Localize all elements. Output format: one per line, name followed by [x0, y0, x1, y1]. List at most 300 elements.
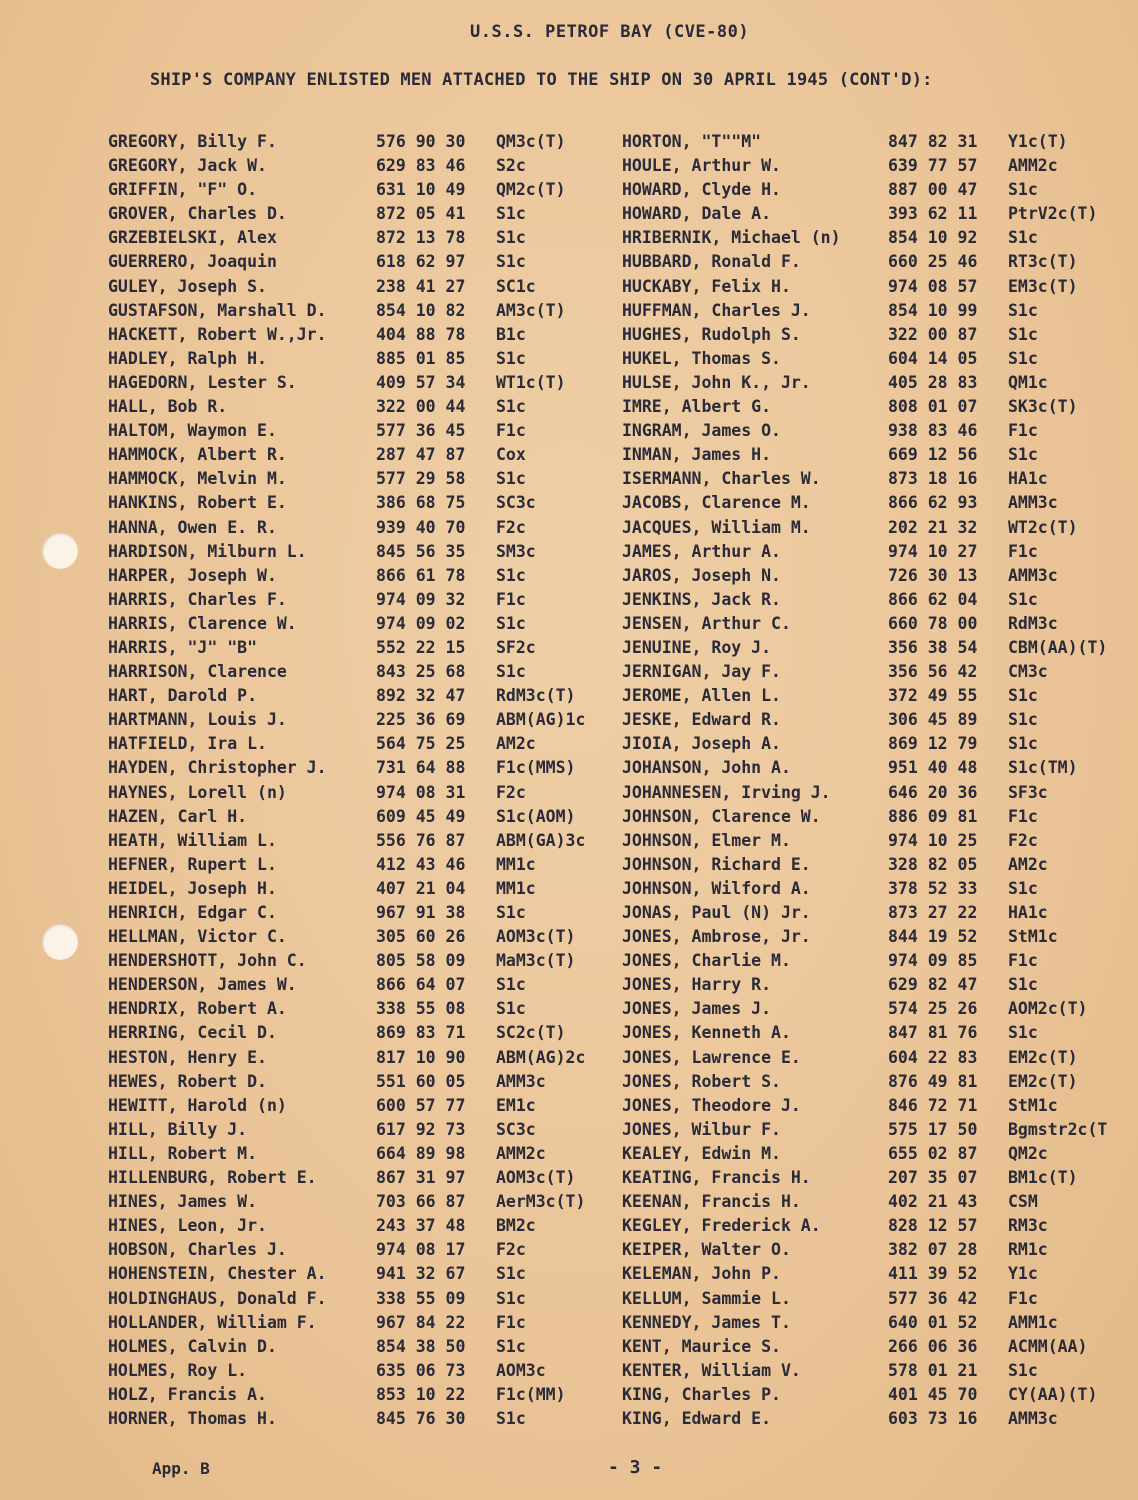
- service-number: 885 01 85: [376, 348, 466, 368]
- rating: SC3c: [496, 1119, 536, 1139]
- roster-row: [622, 445, 1138, 469]
- rating: Bgmstr2c(T: [1008, 1119, 1108, 1139]
- sailor-name: HELLMAN, Victor C.: [108, 927, 287, 947]
- sailor-name: HUGHES, Rudolph S.: [622, 324, 801, 344]
- sailor-name: KEATING, Francis H.: [622, 1168, 811, 1188]
- roster-row: [108, 1144, 618, 1168]
- service-number: 846 72 71: [888, 1095, 978, 1115]
- service-number: 817 10 90: [376, 1047, 466, 1067]
- roster-row: [108, 1168, 618, 1192]
- roster-row: [622, 1313, 1138, 1337]
- roster-row: [622, 1096, 1138, 1120]
- sailor-name: HOLZ, Francis A.: [108, 1384, 267, 1404]
- roster-row: [108, 903, 618, 927]
- rating: S1c: [1008, 686, 1038, 706]
- roster-row: [622, 1337, 1138, 1361]
- sailor-name: HAYDEN, Christopher J.: [108, 758, 327, 778]
- service-number: 660 78 00: [888, 613, 978, 633]
- rating: F1c: [1008, 541, 1038, 561]
- roster-row: [108, 855, 618, 879]
- service-number: 876 49 81: [888, 1071, 978, 1091]
- roster-row: [622, 301, 1138, 325]
- roster-row: [108, 1361, 618, 1385]
- service-number: 866 62 04: [888, 589, 978, 609]
- rating: S1c: [1008, 878, 1038, 898]
- rating: S2c: [496, 156, 526, 176]
- rating: SM3c: [496, 541, 536, 561]
- service-number: 207 35 07: [888, 1168, 978, 1188]
- service-number: 604 14 05: [888, 348, 978, 368]
- rating: S1c: [496, 204, 526, 224]
- sailor-name: JOHANSON, John A.: [622, 758, 791, 778]
- service-number: 322 00 87: [888, 324, 978, 344]
- rating: CM3c: [1008, 662, 1048, 682]
- service-number: 869 12 79: [888, 734, 978, 754]
- roster-row: [622, 1023, 1138, 1047]
- rating: B1c: [496, 324, 526, 344]
- rating: F2c: [496, 517, 526, 537]
- service-number: 639 77 57: [888, 156, 978, 176]
- rating: ABM(AG)1c: [496, 710, 586, 730]
- sailor-name: JERNIGAN, Jay F.: [622, 662, 781, 682]
- service-number: 202 21 32: [888, 517, 978, 537]
- service-number: 847 82 31: [888, 132, 978, 151]
- service-number: 407 21 04: [376, 878, 466, 898]
- rating: AOM3c(T): [496, 927, 576, 947]
- sailor-name: HATFIELD, Ira L.: [108, 734, 267, 754]
- roster-row: [622, 710, 1138, 734]
- service-number: 576 90 30: [376, 132, 466, 151]
- sailor-name: KEGLEY, Frederick A.: [622, 1216, 821, 1236]
- rating: S1c: [496, 1288, 526, 1308]
- roster-row: [108, 518, 618, 542]
- sailor-name: JONES, Robert S.: [622, 1071, 781, 1091]
- service-number: 866 61 78: [376, 565, 466, 585]
- sailor-name: JONES, Ambrose, Jr.: [622, 927, 811, 947]
- rating: AM2c: [1008, 854, 1048, 874]
- roster-row: [622, 614, 1138, 638]
- sailor-name: HARRIS, Clarence W.: [108, 613, 297, 633]
- roster-row: [108, 1192, 618, 1216]
- sailor-name: JACQUES, William M.: [622, 517, 811, 537]
- roster-row: [108, 180, 618, 204]
- rating: F2c: [496, 782, 526, 802]
- roster-row: [622, 180, 1138, 204]
- rating: SF3c: [1008, 782, 1048, 802]
- roster-row: [108, 1264, 618, 1288]
- sailor-name: HEFNER, Rupert L.: [108, 854, 277, 874]
- roster-row: [108, 373, 618, 397]
- roster-row: [622, 855, 1138, 879]
- sailor-name: HALTOM, Waymon E.: [108, 421, 277, 441]
- service-number: 808 01 07: [888, 397, 978, 417]
- service-number: 872 13 78: [376, 228, 466, 248]
- rating: AMM2c: [1008, 156, 1058, 176]
- service-number: 869 83 71: [376, 1023, 466, 1043]
- rating: RdM3c: [1008, 613, 1058, 633]
- rating: RdM3c(T): [496, 686, 576, 706]
- roster-row: [622, 132, 1138, 156]
- sailor-name: JOHNSON, Wilford A.: [622, 878, 811, 898]
- service-number: 287 47 87: [376, 445, 466, 465]
- rating: S1c: [1008, 348, 1038, 368]
- roster-row: [108, 1385, 618, 1409]
- service-number: 646 20 36: [888, 782, 978, 802]
- rating: S1c: [496, 252, 526, 272]
- service-number: 372 49 55: [888, 686, 978, 706]
- sailor-name: GREGORY, Jack W.: [108, 156, 267, 176]
- rating: F1c(MM): [496, 1384, 566, 1404]
- rating: AOM3c: [496, 1360, 546, 1380]
- sailor-name: JACOBS, Clarence M.: [622, 493, 811, 513]
- sailor-name: KEALEY, Edwin M.: [622, 1143, 781, 1163]
- sailor-name: JESKE, Edward R.: [622, 710, 781, 730]
- roster-row: [622, 156, 1138, 180]
- service-number: 974 09 02: [376, 613, 466, 633]
- service-number: 854 10 99: [888, 300, 978, 320]
- roster-row: [622, 1264, 1138, 1288]
- roster-row: [622, 999, 1138, 1023]
- service-number: 386 68 75: [376, 493, 466, 513]
- sailor-name: JOHNSON, Richard E.: [622, 854, 811, 874]
- rating: F2c: [496, 1240, 526, 1260]
- rating: S1c: [496, 565, 526, 585]
- service-number: 866 64 07: [376, 975, 466, 995]
- sailor-name: HALL, Bob R.: [108, 397, 228, 417]
- service-number: 412 43 46: [376, 854, 466, 874]
- service-number: 609 45 49: [376, 806, 466, 826]
- sailor-name: HOHENSTEIN, Chester A.: [108, 1264, 327, 1284]
- roster-row: [108, 301, 618, 325]
- service-number: 844 19 52: [888, 927, 978, 947]
- rating: S1c: [496, 975, 526, 995]
- sailor-name: KEENAN, Francis H.: [622, 1192, 801, 1212]
- sailor-name: INGRAM, James O.: [622, 421, 781, 441]
- rating: F1c: [496, 421, 526, 441]
- roster-row: [622, 204, 1138, 228]
- rating: QM2c(T): [496, 180, 566, 200]
- service-number: 577 29 58: [376, 469, 466, 489]
- rating: QM1c: [1008, 372, 1048, 392]
- rating: CY(AA)(T): [1008, 1384, 1098, 1404]
- service-number: 356 38 54: [888, 637, 978, 657]
- rating: RT3c(T): [1008, 252, 1078, 272]
- roster-row: [622, 325, 1138, 349]
- roster-row: [108, 421, 618, 445]
- sailor-name: ISERMANN, Charles W.: [622, 469, 821, 489]
- roster-row: [108, 349, 618, 373]
- rating: SC3c: [496, 493, 536, 513]
- sailor-name: JAROS, Joseph N.: [622, 565, 781, 585]
- roster-row: [622, 1361, 1138, 1385]
- service-number: 225 36 69: [376, 710, 466, 730]
- sailor-name: HEWES, Robert D.: [108, 1071, 267, 1091]
- sailor-name: GRZEBIELSKI, Alex: [108, 228, 277, 248]
- service-number: 409 57 34: [376, 372, 466, 392]
- roster-row: [108, 1313, 618, 1337]
- rating: S1c: [1008, 324, 1038, 344]
- sailor-name: HINES, James W.: [108, 1192, 258, 1212]
- sailor-name: GULEY, Joseph S.: [108, 276, 267, 296]
- rating: SK3c(T): [1008, 397, 1078, 417]
- roster-row: [622, 638, 1138, 662]
- service-number: 382 07 28: [888, 1240, 978, 1260]
- service-number: 873 27 22: [888, 903, 978, 922]
- rating: WT2c(T): [1008, 517, 1078, 537]
- sailor-name: HORNER, Thomas H.: [108, 1408, 277, 1428]
- roster-row: [108, 662, 618, 686]
- sailor-name: HOULE, Arthur W.: [622, 156, 781, 176]
- service-number: 578 01 21: [888, 1360, 978, 1380]
- roster-row: [108, 831, 618, 855]
- rating: AOM2c(T): [1008, 999, 1088, 1019]
- rating: PtrV2c(T): [1008, 204, 1098, 224]
- rating: S1c: [1008, 975, 1038, 995]
- roster-row: [108, 156, 618, 180]
- roster-row: [622, 1192, 1138, 1216]
- sailor-name: JOHNSON, Elmer M.: [622, 830, 791, 850]
- rating: S1c: [496, 228, 526, 248]
- sailor-name: JENKINS, Jack R.: [622, 589, 781, 609]
- rating: F1c: [1008, 421, 1038, 441]
- sailor-name: HOLMES, Calvin D.: [108, 1336, 277, 1356]
- roster-row: [622, 927, 1138, 951]
- punch-hole: [42, 924, 78, 960]
- roster-row: [622, 590, 1138, 614]
- sailor-name: HENDERSON, James W.: [108, 975, 297, 995]
- sailor-name: HOWARD, Dale A.: [622, 204, 772, 224]
- sailor-name: KELLUM, Sammie L.: [622, 1288, 791, 1308]
- roster-row: [108, 975, 618, 999]
- roster-row: [108, 277, 618, 301]
- rating: S1c: [496, 1408, 526, 1428]
- roster-row: [622, 1289, 1138, 1313]
- roster-row: [622, 807, 1138, 831]
- rating: S1c: [496, 903, 526, 922]
- roster-row: [622, 686, 1138, 710]
- roster-row: [108, 638, 618, 662]
- service-number: 405 28 83: [888, 372, 978, 392]
- service-number: 854 10 82: [376, 300, 466, 320]
- service-number: 640 01 52: [888, 1312, 978, 1332]
- sailor-name: JENUINE, Roy J.: [622, 637, 772, 657]
- roster-row: [108, 542, 618, 566]
- roster-row: [622, 566, 1138, 590]
- sailor-name: HARRIS, Charles F.: [108, 589, 287, 609]
- sailor-name: HEIDEL, Joseph H.: [108, 878, 277, 898]
- sailor-name: HARPER, Joseph W.: [108, 565, 277, 585]
- service-number: 967 84 22: [376, 1312, 466, 1332]
- roster-row: [622, 493, 1138, 517]
- roster-row: [622, 1216, 1138, 1240]
- rating: ABM(AG)2c: [496, 1047, 586, 1067]
- roster-row: [622, 421, 1138, 445]
- rating: SC2c(T): [496, 1023, 566, 1043]
- sailor-name: KENTER, William V.: [622, 1360, 801, 1380]
- service-number: 655 02 87: [888, 1143, 978, 1163]
- service-number: 238 41 27: [376, 276, 466, 296]
- document-title: U.S.S. PETROF BAY (CVE-80): [470, 22, 750, 42]
- service-number: 378 52 33: [888, 878, 978, 898]
- service-number: 866 62 93: [888, 493, 978, 513]
- sailor-name: JONES, Wilbur F.: [622, 1119, 781, 1139]
- service-number: 872 05 41: [376, 204, 466, 224]
- sailor-name: HINES, Leon, Jr.: [108, 1216, 267, 1236]
- sailor-name: HUBBARD, Ronald F.: [622, 252, 801, 272]
- roster-row: [622, 783, 1138, 807]
- service-number: 243 37 48: [376, 1216, 466, 1236]
- service-number: 322 00 44: [376, 397, 466, 417]
- roster-row: [622, 542, 1138, 566]
- service-number: 939 40 70: [376, 517, 466, 537]
- rating: F1c: [1008, 1288, 1038, 1308]
- rating: F1c: [1008, 806, 1038, 826]
- rating: Y1c: [1008, 1264, 1038, 1284]
- sailor-name: HAGEDORN, Lester S.: [108, 372, 297, 392]
- sailor-name: HAMMOCK, Albert R.: [108, 445, 287, 465]
- sailor-name: HUCKABY, Felix H.: [622, 276, 791, 296]
- rating: S1c(AOM): [496, 806, 576, 826]
- sailor-name: KING, Charles P.: [622, 1384, 781, 1404]
- service-number: 629 82 47: [888, 975, 978, 995]
- roster-row: [622, 1120, 1138, 1144]
- sailor-name: HEATH, William L.: [108, 830, 277, 850]
- service-number: 618 62 97: [376, 252, 466, 272]
- service-number: 551 60 05: [376, 1071, 466, 1091]
- roster-row: [622, 1072, 1138, 1096]
- rating: Cox: [496, 445, 526, 465]
- sailor-name: KENT, Maurice S.: [622, 1336, 781, 1356]
- roster-row: [108, 686, 618, 710]
- service-number: 843 25 68: [376, 662, 466, 682]
- sailor-name: HAZEN, Carl H.: [108, 806, 248, 826]
- service-number: 974 08 17: [376, 1240, 466, 1260]
- sailor-name: HAMMOCK, Melvin M.: [108, 469, 287, 489]
- rating: S1c: [496, 613, 526, 633]
- roster-row: [108, 252, 618, 276]
- roster-row: [108, 1289, 618, 1313]
- roster-row: [108, 1216, 618, 1240]
- rating: AMM2c: [496, 1143, 546, 1163]
- roster-row: [108, 445, 618, 469]
- rating: S1c: [1008, 445, 1038, 465]
- sailor-name: HARTMANN, Louis J.: [108, 710, 287, 730]
- rating: S1c: [496, 397, 526, 417]
- sailor-name: HACKETT, Robert W.,Jr.: [108, 324, 327, 344]
- sailor-name: JIOIA, Joseph A.: [622, 734, 781, 754]
- service-number: 266 06 36: [888, 1336, 978, 1356]
- sailor-name: HENDERSHOTT, John C.: [108, 951, 307, 971]
- sailor-name: HILL, Billy J.: [108, 1119, 248, 1139]
- roster-row: [622, 349, 1138, 373]
- roster-row: [108, 614, 618, 638]
- roster-row: [108, 1048, 618, 1072]
- rating: S1c: [1008, 710, 1038, 730]
- sailor-name: GUSTAFSON, Marshall D.: [108, 300, 327, 320]
- roster-row: [108, 710, 618, 734]
- roster-row: [622, 1385, 1138, 1409]
- service-number: 847 81 76: [888, 1023, 978, 1043]
- rating: SC1c: [496, 276, 536, 296]
- rating: AM2c: [496, 734, 536, 754]
- sailor-name: HARRIS, "J" "B": [108, 637, 258, 657]
- service-number: 328 82 05: [888, 854, 978, 874]
- service-number: 306 45 89: [888, 710, 978, 730]
- service-number: 967 91 38: [376, 903, 466, 922]
- sailor-name: HARRISON, Clarence: [108, 662, 287, 682]
- sailor-name: HOLDINGHAUS, Donald F.: [108, 1288, 327, 1308]
- sailor-name: JONES, Harry R.: [622, 975, 772, 995]
- sailor-name: IMRE, Albert G.: [622, 397, 772, 417]
- rating: F1c: [496, 1312, 526, 1332]
- roster-row: [108, 590, 618, 614]
- rating: EM2c(T): [1008, 1047, 1078, 1067]
- sailor-name: HEWITT, Harold (n): [108, 1095, 287, 1115]
- service-number: 845 56 35: [376, 541, 466, 561]
- rating: HA1c: [1008, 469, 1048, 489]
- service-number: 892 32 47: [376, 686, 466, 706]
- rating: S1c: [1008, 300, 1038, 320]
- service-number: 629 83 46: [376, 156, 466, 176]
- roster-row: [108, 397, 618, 421]
- roster-row: [622, 1409, 1138, 1433]
- roster-row: [622, 252, 1138, 276]
- sailor-name: HANNA, Owen E. R.: [108, 517, 277, 537]
- service-number: 564 75 25: [376, 734, 466, 754]
- sailor-name: JOHANNESEN, Irving J.: [622, 782, 831, 802]
- sailor-name: KELEMAN, John P.: [622, 1264, 781, 1284]
- sailor-name: HUKEL, Thomas S.: [622, 348, 781, 368]
- sailor-name: JONES, James J.: [622, 999, 772, 1019]
- sailor-name: HENDRIX, Robert A.: [108, 999, 287, 1019]
- roster-row: [108, 228, 618, 252]
- roster-row: [108, 1023, 618, 1047]
- roster-row: [108, 927, 618, 951]
- rating: S1c: [496, 999, 526, 1019]
- service-number: 938 83 46: [888, 421, 978, 441]
- sailor-name: HENRICH, Edgar C.: [108, 903, 277, 922]
- sailor-name: HRIBERNIK, Michael (n): [622, 228, 841, 248]
- rating: AMM3c: [1008, 1408, 1058, 1428]
- roster-row: [108, 879, 618, 903]
- service-number: 974 10 27: [888, 541, 978, 561]
- service-number: 393 62 11: [888, 204, 978, 224]
- service-number: 974 10 25: [888, 830, 978, 850]
- service-number: 805 58 09: [376, 951, 466, 971]
- service-number: 338 55 08: [376, 999, 466, 1019]
- rating: EM1c: [496, 1095, 536, 1115]
- rating: HA1c: [1008, 903, 1048, 922]
- rating: F1c(MMS): [496, 758, 576, 778]
- roster-row: [108, 1409, 618, 1433]
- roster-row: [622, 1240, 1138, 1264]
- rating: F1c: [1008, 951, 1038, 971]
- service-number: 411 39 52: [888, 1264, 978, 1284]
- rating: MaM3c(T): [496, 951, 576, 971]
- rating: AMM3c: [496, 1071, 546, 1091]
- appendix-label: App. B: [152, 1459, 210, 1478]
- service-number: 887 00 47: [888, 180, 978, 200]
- roster-row: [622, 1048, 1138, 1072]
- rating: EM2c(T): [1008, 1071, 1078, 1091]
- roster-row: [108, 1337, 618, 1361]
- service-number: 886 09 81: [888, 806, 978, 826]
- roster-row: [108, 566, 618, 590]
- roster-row: [108, 493, 618, 517]
- sailor-name: JOHNSON, Clarence W.: [622, 806, 821, 826]
- sailor-name: HADLEY, Ralph H.: [108, 348, 267, 368]
- rating: S1c: [496, 469, 526, 489]
